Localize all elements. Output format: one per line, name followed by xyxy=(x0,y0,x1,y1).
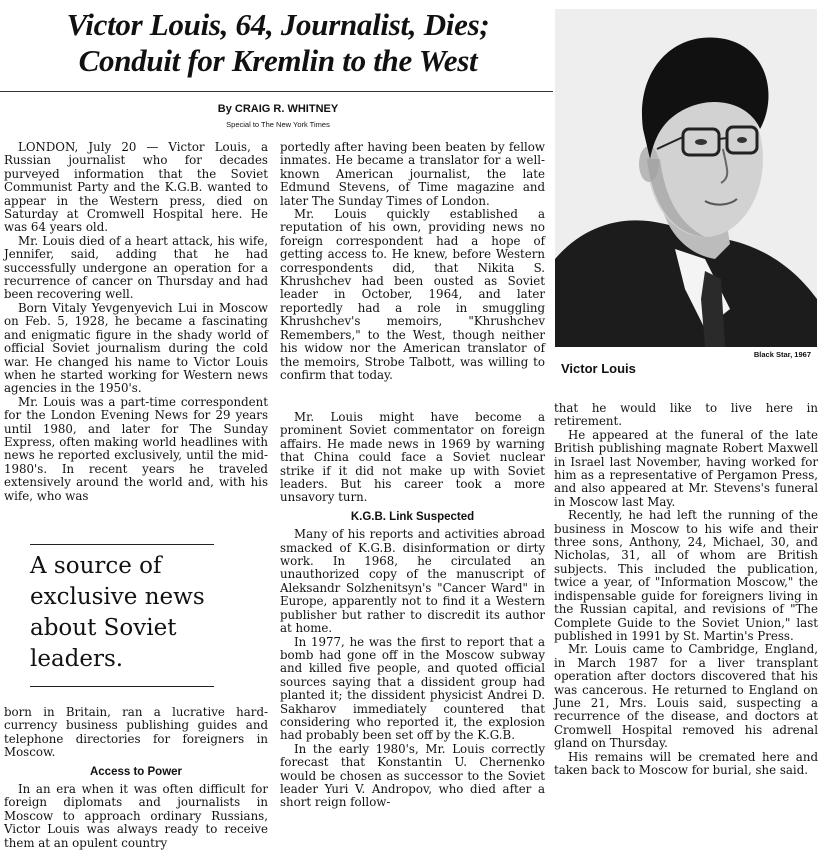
paragraph: that he would like to live here in retirement. xyxy=(554,401,818,429)
headline-block xyxy=(0,0,556,137)
article-column-1-continued xyxy=(0,702,270,850)
pull-quote-rule-bottom xyxy=(30,686,214,687)
article-column-3 xyxy=(550,398,822,850)
photo-credit: Black Star, 1967 xyxy=(753,350,811,359)
paragraph: Mr. Louis quickly established a reputation of his own, providing news no foreign correspondent had a hope of getting access to. He knew, before Western correspondents did, that Nikita S. Khrushchev had been ousted as Soviet leader in October, 1964, and later reportedly had a role in smuggling Khrushchev's memoirs, "Khrushchev Remembers," to the West, though neither his widow nor the American translator of the memoirs, Strobe Talbott, was willing to confirm that today. xyxy=(280,207,545,382)
paragraph: Mr. Louis might have become a prominent Soviet commentator on foreign affairs. He made news in 1969 by warning that China could face a Soviet nuclear strike if it did not make up with Soviet leaders. But his career took a more unsavory turn. xyxy=(280,410,545,505)
paragraph: Born Vitaly Yevgenyevich Lui in Moscow on Feb. 5, 1928, he became a fascinating and enigmatic figure in the shady world of official Soviet journalism during the cold war. He changed his name to Victor Louis when he started working for Western news agencies in the 1950's. xyxy=(4,300,268,396)
paragraph: His remains will be cremated here and taken back to Moscow for burial, she said. xyxy=(554,749,818,777)
portrait-illustration xyxy=(555,9,817,347)
paragraph: Many of his reports and activities abroad smacked of K.G.B. disinformation or dirty work. In 1968, he circulated an unauthorized copy of the manuscript of Aleksandr Solzhenitsyn's "Cancer Ward" in Europe, apparently not to find it a Western publisher but rather to discredit its author at home. xyxy=(280,527,545,636)
headline-line-2: Conduit for Kremlin to the West xyxy=(78,43,478,78)
paragraph: Recently, he had left the running of the business in Moscow to his wife and their three sons, Anthony, 24, Michael, 30, and Nicholas, 31, all of whom are British subjects. This included the publication, twice a year, of "Information Moscow," the indispensable guide for foreigners living in the Russian capital, and revisions of "The Complete Guide to the Soviet Union," last published in 1991 by St. Martin's Press. xyxy=(554,508,818,643)
portrait-photo xyxy=(555,9,817,347)
paragraph: In an era when it was often difficult for foreign diplomats and journalists in Moscow to approach ordinary Russians, Victor Louis was always ready to receive them at an opulent country xyxy=(4,782,268,850)
paragraph: Mr. Louis was a part-time correspondent for the London Evening News for 29 years until 1980, and later for The Sunday Express, often making world headlines with news he reported exclusively, until the mid-1980's. In recent years he traveled extensively around the world and, with his wife, who was xyxy=(4,394,268,503)
article-column-2-continued xyxy=(272,405,549,850)
pull-quote: A source of exclusive news about Soviet leaders. xyxy=(30,553,205,672)
photo-block xyxy=(553,9,817,385)
byline: By CRAIG R. WHITNEY xyxy=(217,103,339,115)
paragraph: He appeared at the funeral of the late British publishing magnate Robert Maxwell in Israel last November, having worked for him as a representative of Pergamon Press, and also appeared at Mr. Stevens's funeral in Moscow last May. xyxy=(554,427,818,509)
subheading-access-to-power: Access to Power xyxy=(89,765,183,778)
paragraph: Mr. Louis died of a heart attack, his wife, Jennifer, said, adding that he had successfully undergone an operation for a recurrence of cancer on Thursday and had been recovering well. xyxy=(4,233,268,302)
paragraph: In the early 1980's, Mr. Louis correctly forecast that Konstantin U. Chernenko would be chosen as successor to the Soviet leader Yuri V. Andropov, who died after a short reign follow- xyxy=(280,741,545,810)
byline-special: Special to The New York Times xyxy=(226,120,330,129)
paragraph: Mr. Louis came to Cambridge, England, in March 1987 for a liver transplant operation after doctors discovered that his was cancerous. He returned to England on June 21, Mrs. Louis said, suspecting a recurrence of the disease, and doctors at Cromwell Hospital removed his adrenal gland on Thursday. xyxy=(554,642,818,751)
paragraph: portedly after having been beaten by fellow inmates. He became a translator for a well-known American journalist, the late Edmund Stevens, of Time magazine and later The Sunday Times of London. xyxy=(280,140,545,208)
photo-caption: Victor Louis xyxy=(561,361,636,376)
headline-line-1: Victor Louis, 64, Journalist, Dies; xyxy=(66,7,490,42)
article-column-1 xyxy=(0,137,270,528)
pull-quote-block xyxy=(0,531,270,699)
pull-quote-rule-top xyxy=(30,544,214,545)
article-column-2 xyxy=(272,137,549,401)
paragraph: born in Britain, ran a lucrative hard-currency business publishing guides and telephone directories for foreigners in Moscow. xyxy=(4,705,268,760)
headline-divider xyxy=(0,91,556,92)
paragraph: In 1977, he was the first to report that a bomb had gone off in the Moscow subway and killed five people, and quoted official sources saying that a dissident group had planted it; the dissident physicist Andrei D. Sakharov immediately countered that considering who reported it, the explosion had probably been set off by the K.G.B. xyxy=(280,634,545,743)
subheading-kgb-link: K.G.B. Link Suspected xyxy=(350,510,475,523)
paragraph: LONDON, July 20 — Victor Louis, a Russian journalist who for decades purveyed information that the Soviet Communist Party and the K.G.B. wanted to appear in the Western press, died on Saturday at Cromwell Hospital here. He was 64 years old. xyxy=(4,140,268,235)
